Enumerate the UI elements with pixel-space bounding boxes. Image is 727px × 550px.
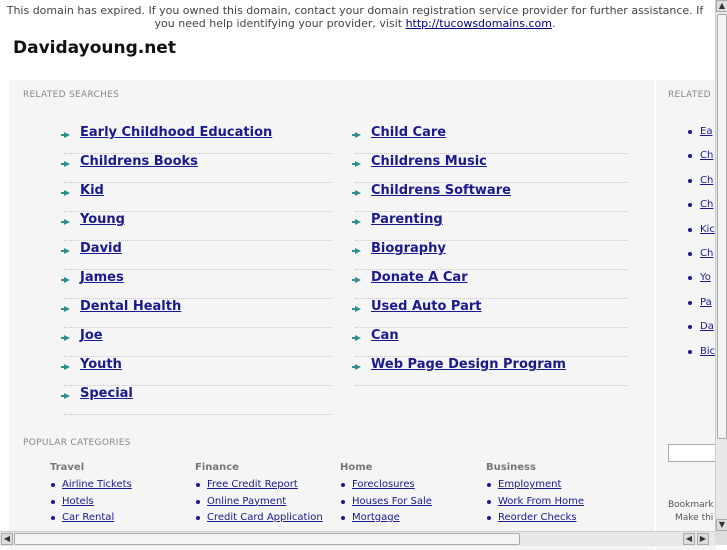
side-link[interactable]: Da	[700, 321, 714, 333]
side-link[interactable]: Ch	[700, 199, 714, 211]
search-item-right-7[interactable]	[355, 327, 627, 357]
category-link[interactable]: Mortgage	[352, 512, 400, 523]
bullet-icon	[688, 228, 692, 232]
site-title: Davidayoung.net	[13, 38, 176, 58]
scroll-right-icon[interactable]: ▶	[697, 533, 709, 545]
arrow-icon	[355, 219, 361, 225]
popular-categories-label: POPULAR CATEGORIES	[23, 438, 131, 448]
search-item-right-5[interactable]	[355, 269, 627, 299]
search-item-right-2[interactable]	[355, 182, 627, 212]
side-link[interactable]: Kic	[700, 223, 715, 235]
scroll-up-icon[interactable]: ▲	[716, 0, 727, 12]
search-link[interactable]: Childrens Books	[80, 154, 198, 169]
search-item-left-1[interactable]	[64, 153, 332, 183]
bullet-icon	[487, 500, 491, 504]
arrow-icon	[355, 248, 361, 254]
search-item-right-3[interactable]	[355, 211, 627, 241]
arrow-icon	[64, 364, 70, 370]
side-link[interactable]: Ch	[700, 174, 714, 186]
bullet-icon	[341, 483, 345, 487]
search-item-left-6[interactable]	[64, 298, 332, 328]
scroll-down-icon[interactable]: ▼	[716, 519, 727, 531]
bullet-icon	[688, 350, 692, 354]
category-link[interactable]: Car Rental	[62, 512, 115, 523]
search-link[interactable]: Joe	[80, 328, 103, 343]
scroll-left-icon[interactable]: ◀	[1, 533, 13, 545]
search-link[interactable]: Can	[371, 328, 399, 343]
arrow-icon	[64, 277, 70, 283]
bullet-icon	[688, 301, 692, 305]
category-heading: Finance	[195, 462, 239, 473]
bullet-icon	[487, 516, 491, 520]
search-link[interactable]: Donate A Car	[371, 270, 468, 285]
expired-notice	[0, 0, 710, 30]
category-link[interactable]: Reorder Checks	[498, 512, 577, 523]
search-item-left-3[interactable]	[64, 211, 332, 241]
search-link[interactable]: Child Care	[371, 125, 447, 140]
side-link[interactable]: Ch	[700, 150, 714, 162]
notice-text: This domain has expired. If you owned this domain, contact your domain registration service provider for further assistance. If you need help identifying your provider, visit	[6, 4, 704, 30]
scrollbar-corner	[715, 531, 727, 545]
bullet-icon	[688, 130, 692, 134]
arrow-icon	[355, 306, 361, 312]
side-related-label: RELATED	[668, 90, 711, 100]
arrow-icon	[355, 190, 361, 196]
arrow-icon	[355, 161, 361, 167]
search-item-right-6[interactable]	[355, 298, 627, 328]
bullet-icon	[51, 500, 55, 504]
search-item-left-5[interactable]	[64, 269, 332, 299]
make-homepage-text[interactable]: Make thi	[675, 513, 714, 523]
category-link[interactable]: Houses For Sale	[352, 495, 432, 507]
category-heading: Home	[340, 462, 373, 473]
category-link[interactable]: Free Credit Report	[207, 479, 298, 490]
arrow-icon	[355, 335, 361, 341]
search-item-right-0[interactable]	[355, 124, 627, 154]
arrow-icon	[64, 306, 70, 312]
search-item-left-7[interactable]	[64, 327, 332, 357]
search-item-right-8[interactable]	[355, 356, 627, 386]
category-heading: Travel	[50, 462, 85, 473]
bullet-icon	[688, 179, 692, 183]
bullet-icon	[341, 516, 345, 520]
arrow-icon	[64, 335, 70, 341]
bullet-icon	[196, 483, 200, 487]
horizontal-scroll-thumb[interactable]	[14, 533, 520, 545]
search-link[interactable]: Early Childhood Education	[80, 125, 273, 140]
search-item-left-9[interactable]	[64, 385, 332, 415]
bullet-icon	[487, 483, 491, 487]
arrow-icon	[355, 277, 361, 283]
search-link[interactable]: Web Page Design Program	[371, 357, 566, 372]
side-link[interactable]: Ea	[700, 126, 713, 137]
category-link[interactable]: Employment	[498, 479, 562, 490]
search-item-left-2[interactable]	[64, 182, 332, 212]
vertical-scrollbar[interactable]	[715, 0, 727, 531]
category-link[interactable]: Airline Tickets	[62, 479, 132, 490]
bullet-icon	[51, 483, 55, 487]
arrow-icon	[64, 161, 70, 167]
arrow-icon	[64, 393, 70, 399]
side-link[interactable]: Ch	[700, 248, 714, 259]
search-link[interactable]: Special	[80, 386, 133, 401]
arrow-icon	[64, 248, 70, 254]
search-link[interactable]: Kid	[80, 183, 104, 198]
category-heading: Business	[486, 462, 536, 473]
side-link[interactable]: Bic	[700, 345, 716, 357]
bullet-icon	[51, 516, 55, 520]
category-link[interactable]: Online Payment	[207, 495, 287, 507]
search-item-right-4[interactable]	[355, 240, 627, 270]
side-search-input[interactable]	[668, 444, 716, 462]
category-link[interactable]: Work From Home	[498, 495, 584, 507]
tucows-link[interactable]: http://tucowsdomains.com	[405, 17, 552, 30]
search-link[interactable]: Biography	[371, 241, 446, 256]
bookmark-text[interactable]: Bookmark	[668, 500, 714, 510]
bullet-icon	[688, 325, 692, 329]
bullet-icon	[688, 276, 692, 280]
category-link[interactable]: Credit Card Application	[207, 512, 323, 523]
arrow-icon	[355, 364, 361, 370]
category-link[interactable]: Foreclosures	[352, 479, 415, 490]
bullet-icon	[688, 154, 692, 158]
search-link[interactable]: Young	[80, 212, 125, 227]
search-item-left-4[interactable]	[64, 240, 332, 270]
search-item-left-8[interactable]	[64, 356, 332, 386]
horizontal-scrollbar[interactable]	[0, 531, 715, 546]
notice-text-end: .	[551, 17, 556, 30]
vertical-scroll-thumb[interactable]	[717, 14, 727, 439]
search-item-right-1[interactable]	[355, 153, 627, 183]
scroll-left-icon-2[interactable]: ◀	[683, 533, 695, 545]
search-link[interactable]: Childrens Software	[371, 183, 511, 198]
search-link[interactable]: James	[80, 270, 124, 285]
arrow-icon	[64, 219, 70, 225]
search-link[interactable]: Youth	[80, 357, 122, 372]
bullet-icon	[688, 203, 692, 207]
search-link[interactable]: David	[80, 241, 122, 256]
bullet-icon	[196, 500, 200, 504]
search-item-left-0[interactable]	[64, 124, 332, 154]
search-link[interactable]: Dental Health	[80, 299, 182, 314]
arrow-icon	[355, 132, 361, 138]
bullet-icon	[341, 500, 345, 504]
category-link[interactable]: Hotels	[62, 495, 94, 507]
search-link[interactable]: Childrens Music	[371, 154, 487, 169]
search-link[interactable]: Parenting	[371, 212, 443, 227]
related-searches-label: RELATED SEARCHES	[23, 90, 120, 100]
side-panel	[656, 80, 716, 550]
main-panel	[9, 80, 654, 550]
side-link[interactable]: Pa	[700, 296, 712, 308]
side-link[interactable]: Yo	[700, 272, 711, 284]
bullet-icon	[196, 516, 200, 520]
bullet-icon	[688, 252, 692, 256]
arrow-icon	[64, 190, 70, 196]
arrow-icon	[64, 132, 70, 138]
search-link[interactable]: Used Auto Part	[371, 299, 482, 314]
